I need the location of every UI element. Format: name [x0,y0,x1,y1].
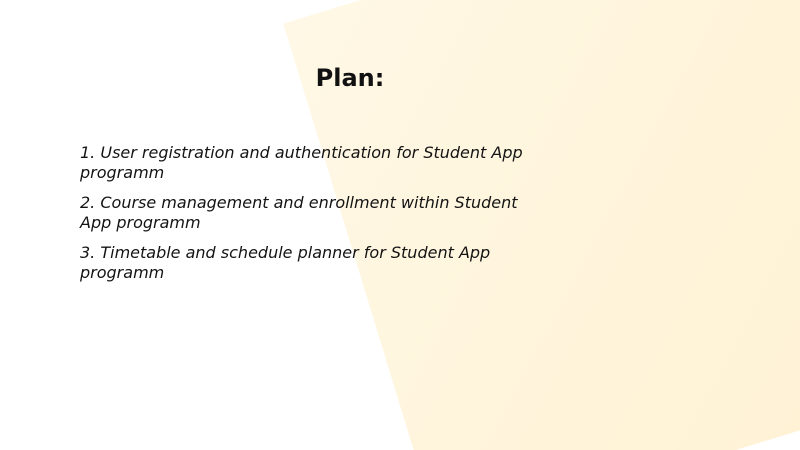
plan-item-2: 2. Course management and enrollment within Student App programm [80,193,518,232]
plan-item-1: 1. User registration and authentication for Student App programm [80,143,523,182]
plan-item-3: 3. Timetable and schedule planner for Student App programm [80,243,491,282]
slide-title: Plan: [315,64,385,92]
plan-list [80,143,550,293]
